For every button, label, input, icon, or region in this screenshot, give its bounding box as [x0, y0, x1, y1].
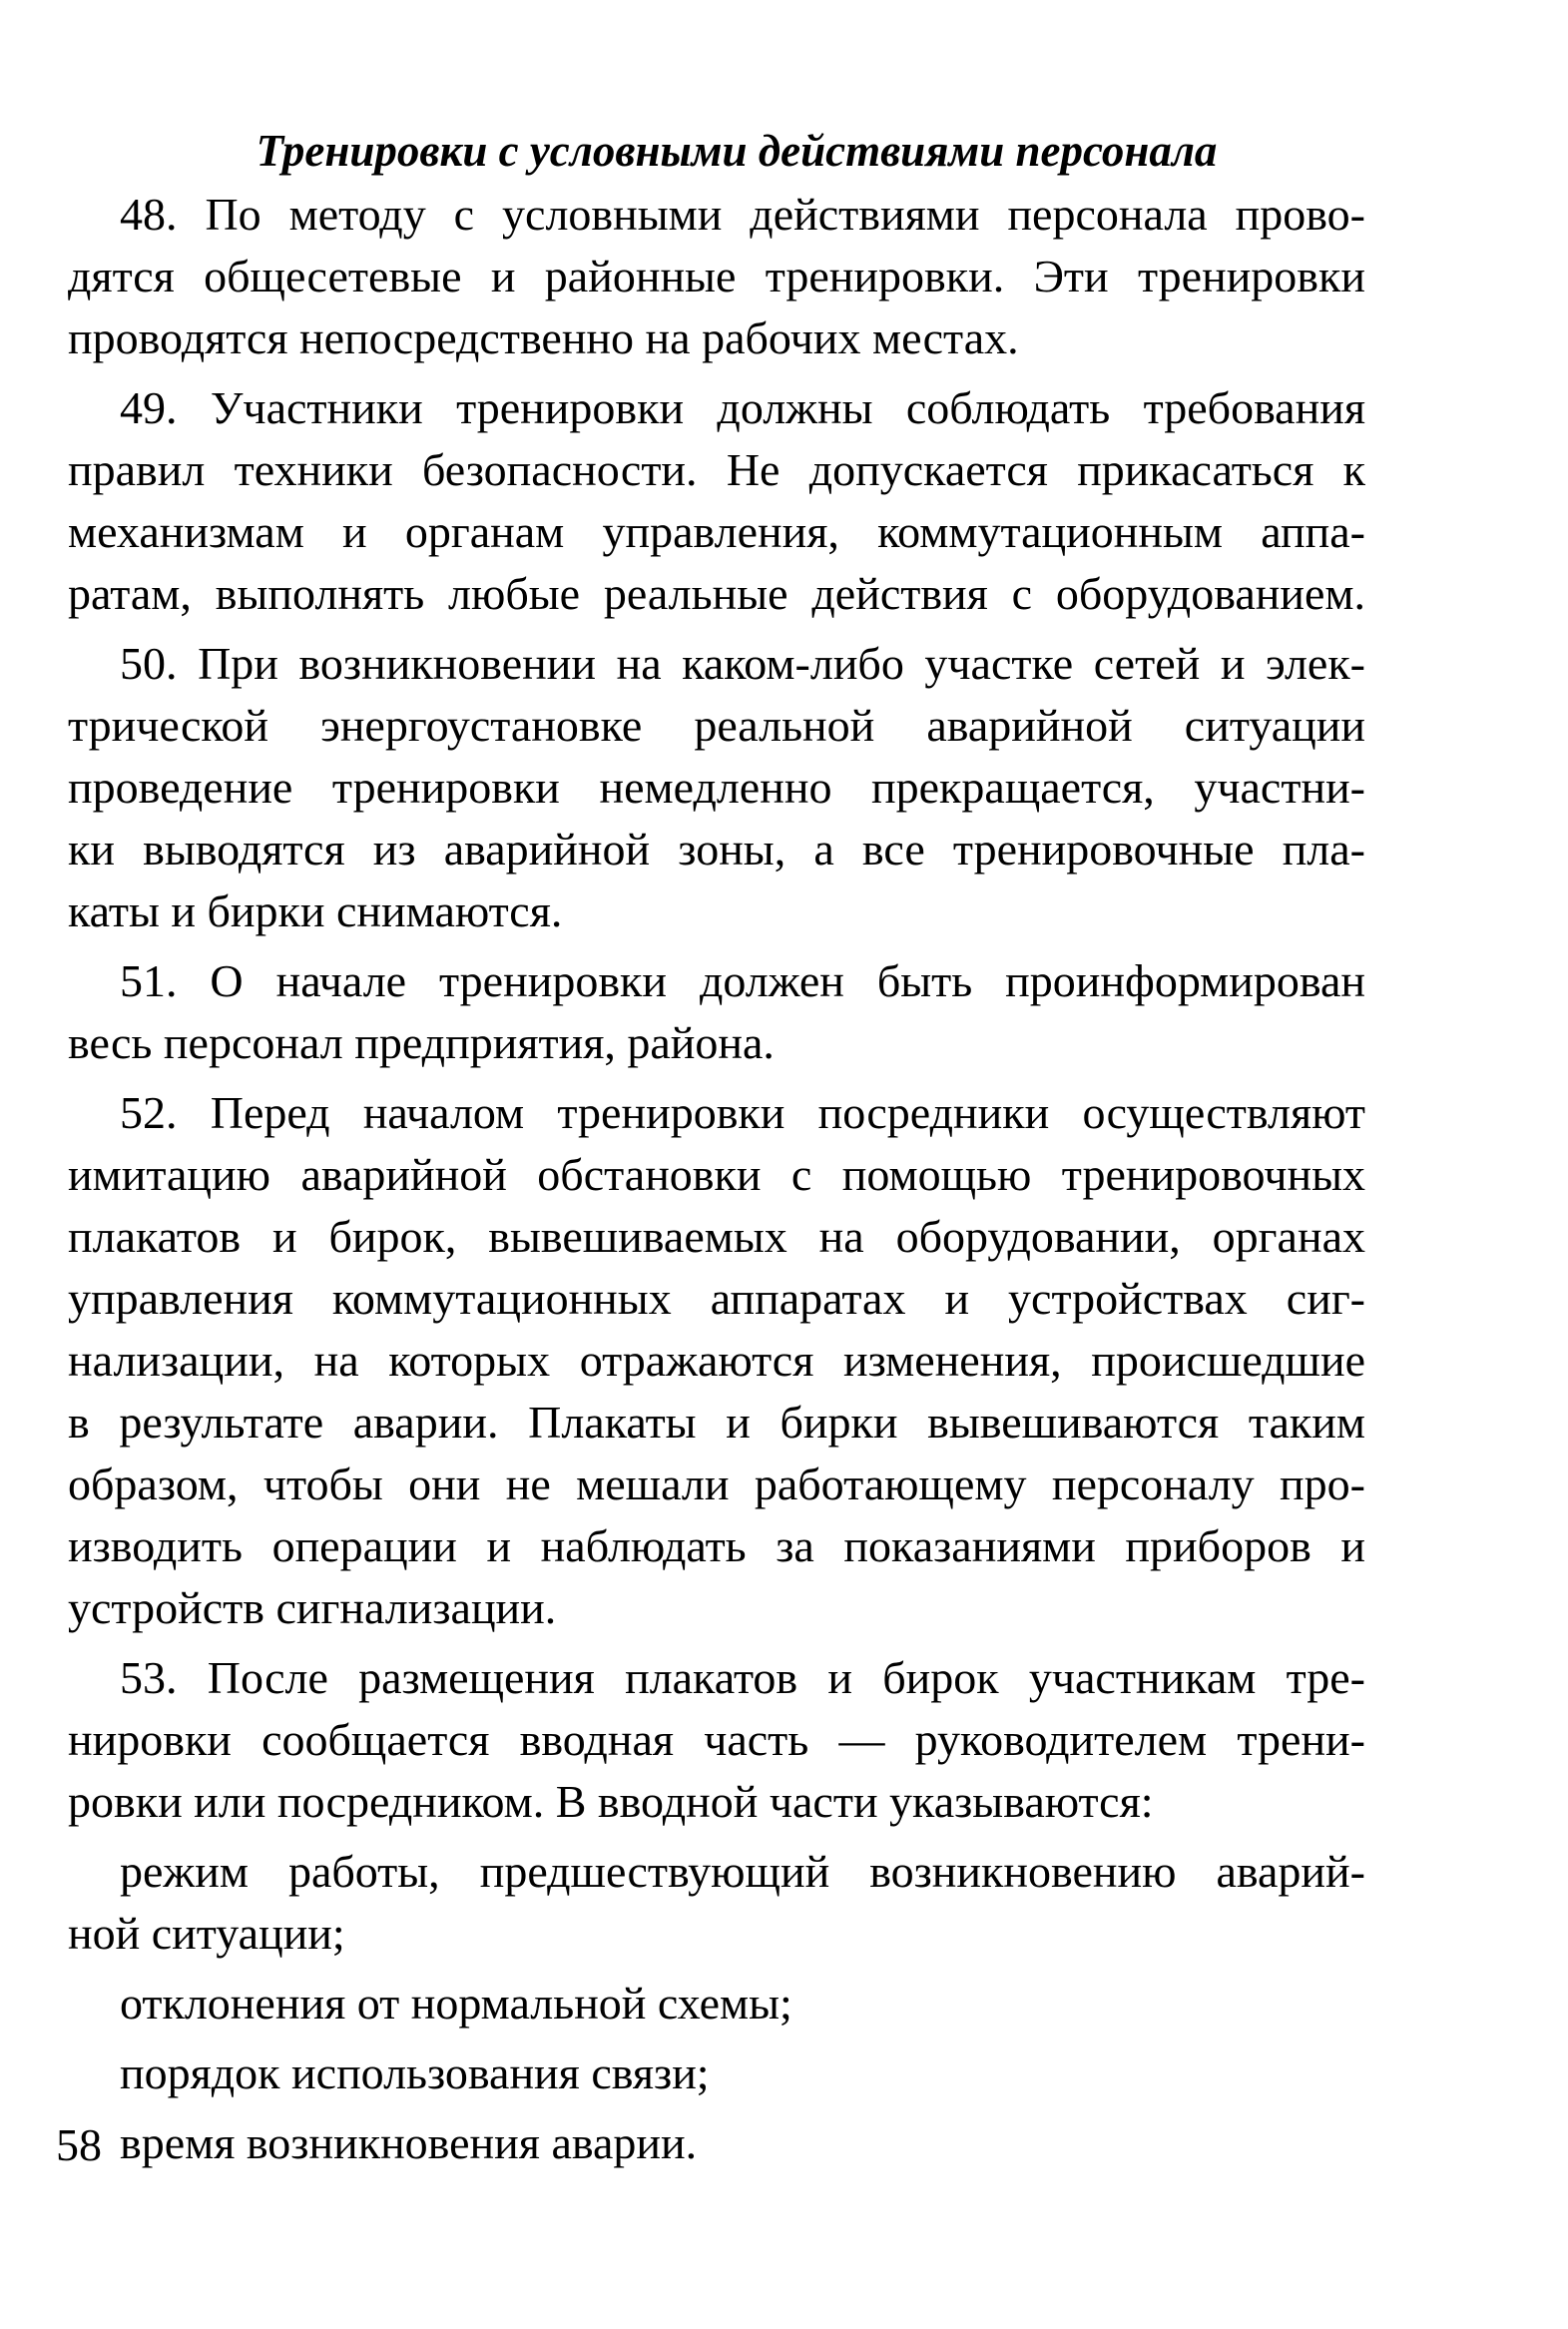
text-line: ной ситуации; [68, 1908, 345, 1959]
text-line: время возникновения аварии. [120, 2117, 698, 2168]
paragraph-53 [68, 1647, 1365, 1833]
list-item-time [68, 2112, 1365, 2174]
paragraph-52 [68, 1082, 1365, 1639]
text-line: в результате аварии. Плакаты и бирки вывешиваются таким [68, 1397, 1365, 1448]
section-heading: Тренировки с условными действиями персонала [256, 126, 1218, 176]
list-item-deviations [68, 1973, 1365, 2035]
text-line: проведение тренировки немедленно прекращается, участни- [68, 762, 1365, 813]
text-line: дятся общесетевые и районные тренировки. Эти тренировки [68, 251, 1365, 301]
text-line: изводить операции и наблюдать за показаниями приборов и [68, 1520, 1365, 1571]
text-line: нировки сообщается вводная часть — руководителем трени- [68, 1714, 1365, 1765]
paragraph-51 [68, 950, 1365, 1074]
text-line: имитацию аварийной обстановки с помощью тренировочных [68, 1149, 1365, 1200]
paragraph-48 [68, 184, 1365, 369]
text-line: ки выводятся из аварийной зоны, а все тренировочные пла- [68, 824, 1365, 874]
text-line: порядок использования связи; [120, 2047, 710, 2098]
page-number: 58 [56, 2119, 102, 2170]
paragraph-50 [68, 633, 1365, 942]
text-line: каты и бирки снимаются. [68, 885, 563, 936]
text-line: трической энергоустановке реальной аварийной ситуации [68, 700, 1365, 751]
text-line: образом, чтобы они не мешали работающему персоналу про- [68, 1458, 1365, 1509]
text-line: устройств сигнализации. [68, 1582, 557, 1633]
text-line: 50. При возникновении на каком-либо участке сетей и элек- [120, 638, 1365, 689]
text-line: проводятся непосредственно на рабочих местах. [68, 312, 1019, 363]
text-line: 51. О начале тренировки должен быть проинформирован [120, 955, 1365, 1006]
list-item-communication [68, 2042, 1365, 2104]
paragraph-49 [68, 377, 1365, 625]
text-line: ратам, выполнять любые реальные действия с оборудованием. [68, 568, 1365, 619]
text-line: 49. Участники тренировки должны соблюдать требования [120, 382, 1365, 433]
text-line: 53. После размещения плакатов и бирок участникам тре- [120, 1652, 1365, 1703]
text-line: 52. Перед началом тренировки посредники осуществляют [120, 1087, 1365, 1138]
text-line: правил техники безопасности. Не допускается прикасаться к [68, 444, 1365, 495]
text-line: ровки или посредником. В вводной части указываются: [68, 1776, 1154, 1827]
list-item-mode [68, 1841, 1365, 1965]
text-line: управления коммутационных аппаратах и устройствах сиг- [68, 1273, 1365, 1324]
text-line: нализации, на которых отражаются изменения, происшедшие [68, 1335, 1365, 1386]
text-line: весь персонал предприятия, района. [68, 1017, 775, 1068]
page-body [68, 120, 1365, 2174]
text-line: плакатов и бирок, вывешиваемых на оборудовании, органах [68, 1211, 1365, 1262]
text-line: отклонения от нормальной схемы; [120, 1978, 792, 2029]
text-line: режим работы, предшествующий возникновению аварий- [120, 1846, 1365, 1897]
text-line: механизмам и органам управления, коммутационным аппа- [68, 506, 1365, 557]
text-line: 48. По методу с условными действиями персонала прово- [120, 189, 1365, 240]
